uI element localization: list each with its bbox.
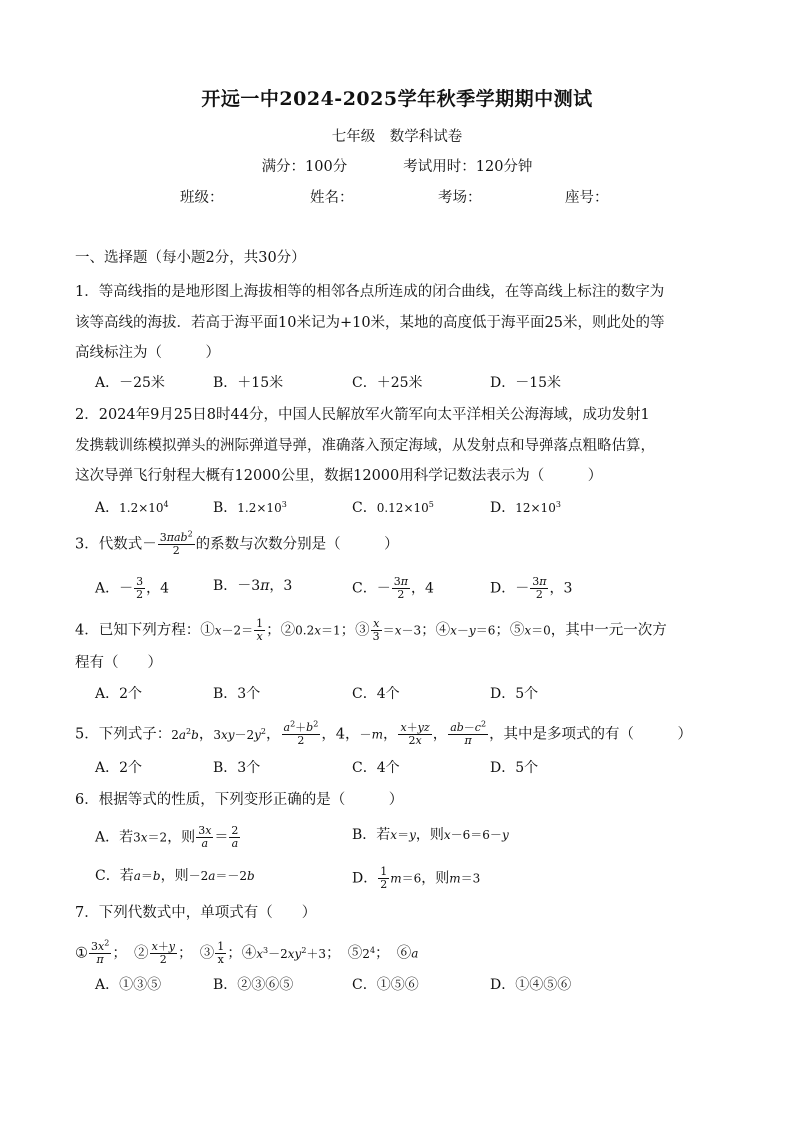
room-field-label: 考场：: [438, 190, 482, 206]
q1-option-c: C．＋25米: [352, 375, 423, 391]
q3-option-c: C．－ $\frac{3\pi}{2}$ ，4: [352, 575, 434, 601]
q1-line-2: 该等高线的海拔．若高于海平面10米记为+10米，某地的高度低于海平面25米，则此处的等: [75, 315, 665, 331]
q5-option-b: B．3个: [213, 760, 261, 776]
q2-option-a: A．$1.2\times 10^4$: [95, 500, 169, 516]
full-score: 满分：100分: [261, 159, 348, 175]
q2-option-c: C．$0.12\times 10^5$: [352, 500, 434, 516]
q1-option-d: D．－15米: [490, 375, 562, 391]
q7-expressions: ① $\frac{3x^2}{\pi}$ ； ② $\frac{x+y}{2}$ ； ③ $\frac{1}{x}$ ；$④x^3-2xy^2+3$； $⑤2^4$； ⑥a: [75, 938, 419, 966]
q3-option-b: B．－3π，3: [213, 578, 293, 594]
class-field-label: 班级：: [180, 190, 224, 206]
q7-option-b: B．②③⑥⑤: [213, 977, 294, 993]
q6-option-c: C．若a＝b，则－2a＝－2b: [95, 868, 255, 884]
exam-title: 开远一中2024-2025学年秋季学期期中测试: [201, 88, 593, 110]
q1-line-3: 高线标注为（ ）: [75, 345, 220, 361]
q6-option-b: B．若x＝y，则x－6＝6－y: [352, 827, 509, 843]
q4-stem: 4．已知下列方程：①x－2＝ $\frac{1}{x}$ ；②0.2x＝1；③ $\frac{x}{3}$ ＝x－3；④x－y＝6；⑤x＝0，其中一元一次方: [75, 617, 667, 643]
exam-subtitle: 七年级 数学科试卷: [331, 129, 463, 145]
exam-meta: [0, 155, 794, 176]
section-heading: 一、选择题（每小题2分，共30分）: [75, 250, 306, 266]
q2-option-d: D．$12\times 10^3$: [490, 500, 561, 516]
q6-option-d: D． $\frac{1}{2}$ m＝6，则m＝3: [352, 865, 481, 891]
q6-stem: 6．根据等式的性质，下列变形正确的是（ ）: [75, 792, 404, 808]
q5-option-c: C．4个: [352, 760, 400, 776]
name-field-label: 姓名：: [310, 190, 354, 206]
q4-line-2: 程有（ ）: [75, 655, 162, 671]
q7-option-c: C．①⑤⑥: [352, 977, 419, 993]
q2-line-2: 发携载训练模拟弹头的洲际弹道导弹，准确落入预定海域，从发射点和导弹落点粗略估算，: [75, 438, 655, 454]
seat-field-label: 座号：: [565, 190, 609, 206]
q3-option-d: D．－ $\frac{3\pi}{2}$ ，3: [490, 575, 573, 601]
q1-option-b: B．＋15米: [213, 375, 284, 391]
q5-option-a: A．2个: [95, 760, 143, 776]
q3-stem: 3．代数式－ $\frac{3\pi ab^2}{2}$ 的系数与次数分别是（ ）: [75, 529, 399, 557]
q2-line-1: 2．2024年9月25日8时44分，中国人民解放军火箭军向太平洋相关公海海域，成功发射1: [75, 407, 650, 423]
q1-option-a: A．－25米: [95, 375, 165, 391]
q7-stem: 7．下列代数式中，单项式有（ ）: [75, 905, 317, 921]
q4-option-c: C．4个: [352, 686, 400, 702]
q5-stem: 5．下列式子：$2a^2b$，$3xy-2y^2$， $\frac{a^2+b^2}{2}$ ，4，－m， $\frac{x+yz}{2x}$ ， $\frac{ab-c^2}{\pi}$ ，其中是多项式的有（ ）: [75, 719, 693, 747]
q7-option-a: A．①③⑤: [95, 977, 162, 993]
q1-line-1: 1．等高线指的是地形图上海拔相等的相邻各点所连成的闭合曲线，在等高线上标注的数字为: [75, 284, 665, 300]
q4-option-d: D．5个: [490, 686, 539, 702]
q4-option-a: A．2个: [95, 686, 143, 702]
q5-option-d: D．5个: [490, 760, 539, 776]
exam-duration: 考试用时：120分钟: [403, 159, 533, 175]
q4-option-b: B．3个: [213, 686, 261, 702]
q7-option-d: D．①④⑤⑥: [490, 977, 572, 993]
q6-option-a: A．若3x＝2，则 $\frac{3x}{a}$ ＝ $\frac{2}{a}$: [95, 824, 239, 850]
q2-line-3: 这次导弹飞行射程大概有12000公里，数据12000用科学记数法表示为（ ）: [75, 468, 603, 484]
q3-option-a: A．－ $\frac{3}{2}$ ，4: [95, 575, 170, 601]
q2-option-b: B．$1.2\times 10^3$: [213, 500, 287, 516]
